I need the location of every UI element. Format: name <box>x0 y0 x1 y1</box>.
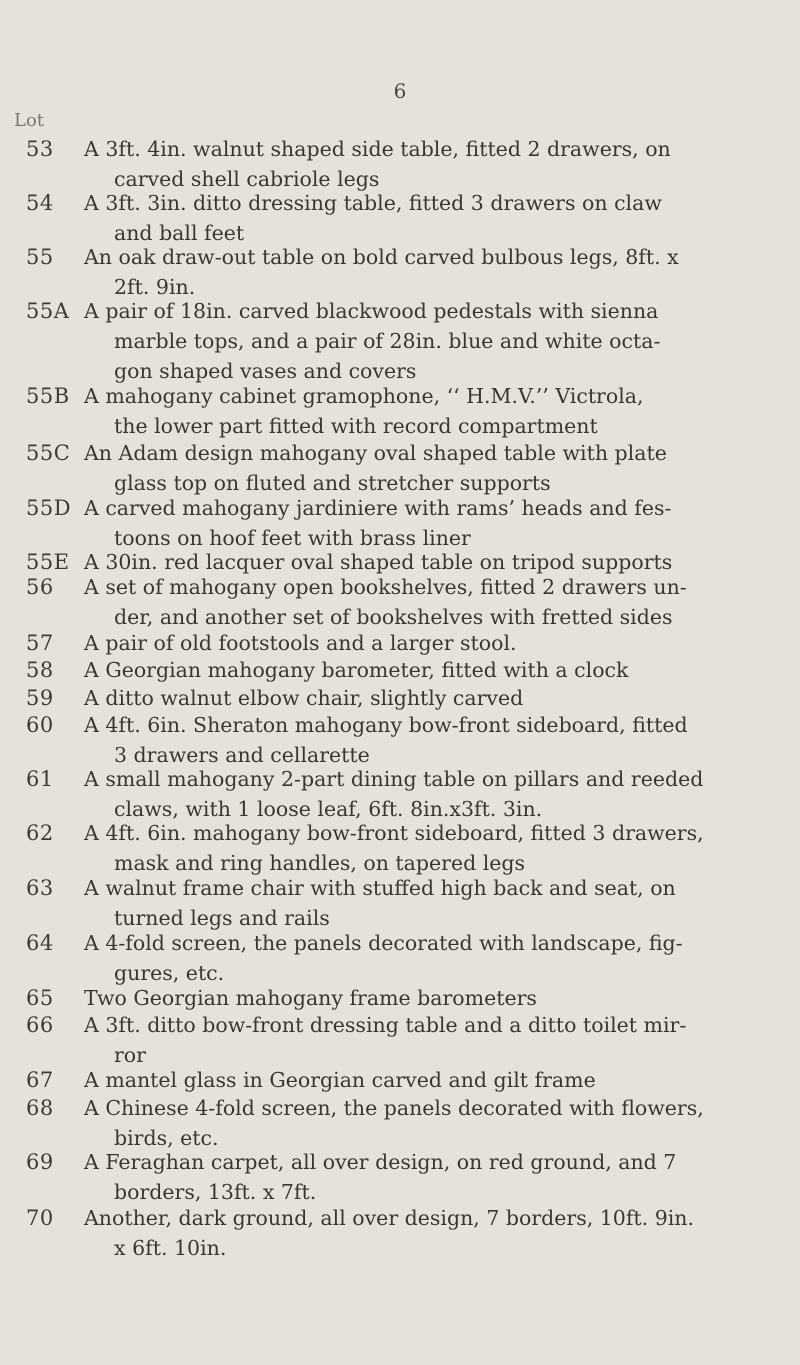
lot-number: 63 <box>26 876 54 900</box>
lot-description <box>84 873 784 933</box>
lot-number: 66 <box>26 1013 54 1037</box>
lot-description <box>84 818 784 878</box>
lot-description-line: A 3ft. 4in. walnut shaped side table, fitted 2 drawers, on <box>84 137 671 161</box>
page-number: 6 <box>393 79 407 103</box>
lot-description-line: marble tops, and a pair of 28in. blue and white octa- <box>114 329 661 353</box>
lot-description-line: A 4-fold screen, the panels decorated with landscape, fig- <box>84 931 683 955</box>
lot-description <box>84 242 784 302</box>
lot-description-line: A Chinese 4-fold screen, the panels decorated with flowers, <box>84 1096 704 1120</box>
lot-description-line: A pair of old footstools and a larger stool. <box>84 631 517 655</box>
lot-description-line: A mahogany cabinet gramophone, ‘‘ H.M.V.’’ Victrola, <box>84 384 644 408</box>
lot-description <box>84 493 784 553</box>
lot-column-header: Lot <box>14 110 45 131</box>
lot-description-line: 3 drawers and cellarette <box>114 743 370 767</box>
lot-description <box>84 381 784 441</box>
lot-number: 55B <box>26 384 70 408</box>
lot-description-line: A set of mahogany open bookshelves, fitted 2 drawers un- <box>84 575 687 599</box>
lot-number: 56 <box>26 575 54 599</box>
lot-description-line: ror <box>114 1043 146 1067</box>
lot-description-line: gon shaped vases and covers <box>114 359 417 383</box>
lot-number: 65 <box>26 986 54 1010</box>
lot-description <box>84 572 784 632</box>
lot-description <box>84 628 784 658</box>
lot-description-line: Another, dark ground, all over design, 7 borders, 10ft. 9in. <box>84 1206 695 1230</box>
lot-description <box>84 1010 784 1070</box>
lot-description <box>84 188 784 248</box>
lot-description-line: the lower part fitted with record compartment <box>114 414 598 438</box>
lot-description <box>84 928 784 988</box>
lot-description-line: A small mahogany 2-part dining table on pillars and reeded <box>84 767 704 791</box>
lot-description <box>84 764 784 824</box>
lot-number: 55C <box>26 441 71 465</box>
lot-description-line: der, and another set of bookshelves with fretted sides <box>114 605 673 629</box>
lot-description-line: glass top on fluted and stretcher supports <box>114 471 551 495</box>
lot-number: 58 <box>26 658 54 682</box>
lot-description <box>84 710 784 770</box>
lot-description-line: gures, etc. <box>114 961 225 985</box>
lot-description <box>84 683 784 713</box>
lot-description-line: toons on hoof feet with brass liner <box>114 526 471 550</box>
lot-description-line: x 6ft. 10in. <box>114 1236 227 1260</box>
lot-description-line: A mantel glass in Georgian carved and gilt frame <box>84 1068 596 1092</box>
lot-description-line: A ditto walnut elbow chair, slightly carved <box>84 686 524 710</box>
lot-description <box>84 655 784 685</box>
lot-number: 64 <box>26 931 54 955</box>
lot-number: 55E <box>26 550 70 574</box>
lot-description-line: An Adam design mahogany oval shaped table with plate <box>84 441 667 465</box>
lot-description-line: A 4ft. 6in. Sheraton mahogany bow-front sideboard, fitted <box>84 713 688 737</box>
lot-number: 55D <box>26 496 72 520</box>
lot-number: 69 <box>26 1150 54 1174</box>
lot-description-line: claws, with 1 loose leaf, 6ft. 8in.x3ft. 3in. <box>114 797 543 821</box>
lot-description <box>84 134 784 194</box>
lot-number: 70 <box>26 1206 54 1230</box>
lot-description-line: 2ft. 9in. <box>114 275 196 299</box>
lot-number: 59 <box>26 686 54 710</box>
lot-description-line: A pair of 18in. carved blackwood pedestals with sienna <box>84 299 659 323</box>
lot-description <box>84 1093 784 1153</box>
lot-description-line: turned legs and rails <box>114 906 330 930</box>
lot-description-line: A 4ft. 6in. mahogany bow-front sideboard, fitted 3 drawers, <box>84 821 704 845</box>
lot-description <box>84 296 784 386</box>
lot-description-line: An oak draw-out table on bold carved bulbous legs, 8ft. x <box>84 245 679 269</box>
lot-number: 57 <box>26 631 54 655</box>
lot-description <box>84 983 784 1013</box>
lot-description <box>84 1147 784 1207</box>
lot-number: 60 <box>26 713 54 737</box>
lot-description-line: A walnut frame chair with stuffed high back and seat, on <box>84 876 676 900</box>
lot-number: 68 <box>26 1096 54 1120</box>
lot-description-line: A Georgian mahogany barometer, fitted with a clock <box>84 658 629 682</box>
lot-description-line: mask and ring handles, on tapered legs <box>114 851 526 875</box>
lot-description-line: A 3ft. ditto bow-front dressing table and a ditto toilet mir- <box>84 1013 687 1037</box>
lot-description-line: birds, etc. <box>114 1126 219 1150</box>
lot-description-line: carved shell cabriole legs <box>114 167 380 191</box>
lot-number: 61 <box>26 767 54 791</box>
lot-description-line: A 30in. red lacquer oval shaped table on tripod supports <box>84 550 673 574</box>
lot-description <box>84 1065 784 1095</box>
lot-description-line: A 3ft. 3in. ditto dressing table, fitted 3 drawers on claw <box>84 191 662 215</box>
lot-number: 54 <box>26 191 54 215</box>
lot-description-line: borders, 13ft. x 7ft. <box>114 1180 317 1204</box>
lot-description <box>84 1203 784 1263</box>
lot-description-line: and ball feet <box>114 221 245 245</box>
lot-number: 67 <box>26 1068 54 1092</box>
lot-description-line: Two Georgian mahogany frame barometers <box>84 986 537 1010</box>
lot-number: 55 <box>26 245 54 269</box>
lot-description <box>84 438 784 498</box>
lot-description-line: A carved mahogany jardiniere with rams’ heads and fes- <box>84 496 672 520</box>
lot-number: 55A <box>26 299 70 323</box>
lot-number: 62 <box>26 821 54 845</box>
lot-description-line: A Feraghan carpet, all over design, on red ground, and 7 <box>84 1150 677 1174</box>
lot-number: 53 <box>26 137 54 161</box>
